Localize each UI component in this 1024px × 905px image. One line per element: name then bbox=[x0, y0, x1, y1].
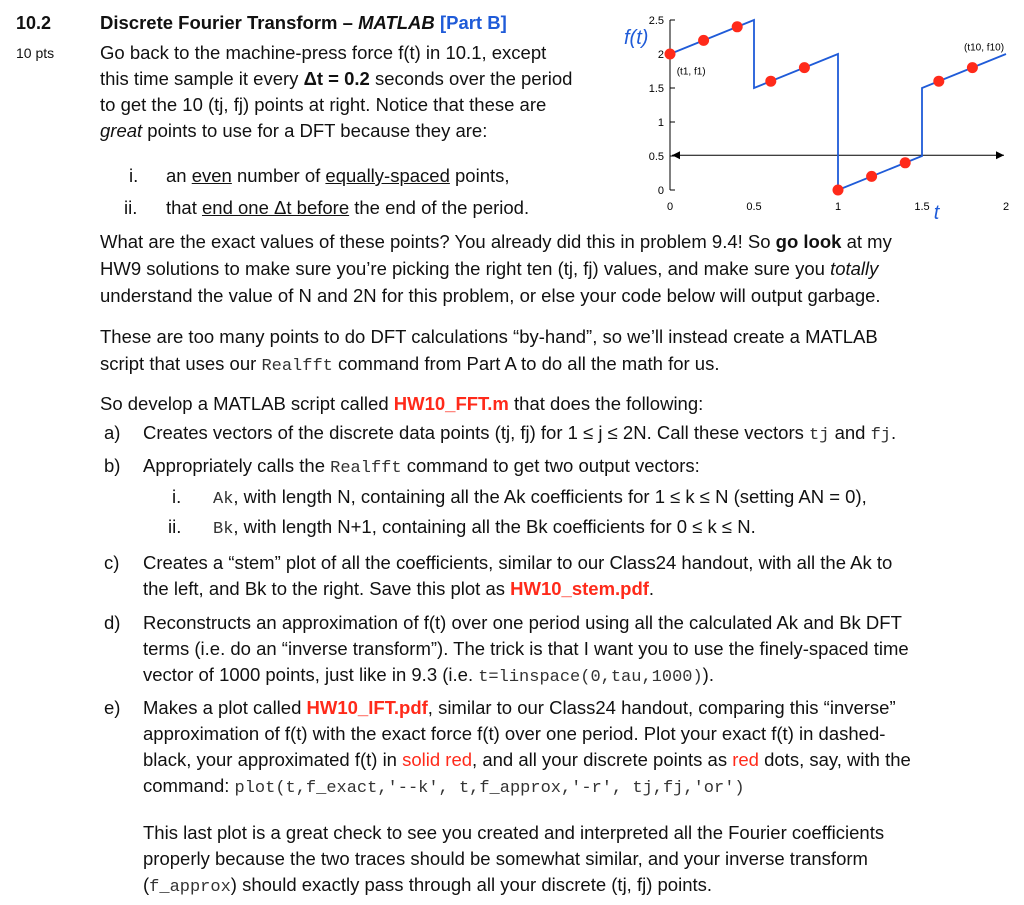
para2-l2b: Realfft bbox=[261, 357, 333, 376]
task-e-label: e) bbox=[104, 697, 121, 718]
intro-i-a: an bbox=[166, 165, 192, 186]
y-tick-label: 2 bbox=[657, 49, 664, 61]
task-a-3: and bbox=[829, 422, 871, 443]
label-first-point: (t1, f1) bbox=[676, 66, 706, 78]
task-c-line-1: Creates a “stem” plot of all the coefficients, similar to our Class24 handout, with all the Ak to bbox=[143, 552, 893, 573]
task-bi-label: i. bbox=[172, 486, 182, 507]
x-tick-label: 1 bbox=[834, 201, 842, 213]
intro-i-e: points, bbox=[449, 165, 510, 186]
data-point bbox=[765, 76, 776, 87]
intro-ii-c: the end of the period. bbox=[349, 197, 530, 218]
closing-line-3 bbox=[143, 874, 712, 899]
x-axis-label: t bbox=[933, 202, 940, 224]
x-tick-label: 0.5 bbox=[746, 201, 762, 213]
closing-l3c: ) should exactly pass through all your discrete (tj, fj) points. bbox=[230, 874, 713, 895]
plot-command: plot(t,f_exact,'--k', t,f_approx,'-r', tj,fj,'or') bbox=[234, 779, 745, 798]
title-part: [Part B] bbox=[439, 12, 507, 33]
task-e-line-3 bbox=[143, 749, 911, 771]
task-e-3d: red bbox=[732, 749, 759, 770]
y-tick-label: 0.5 bbox=[648, 151, 664, 163]
data-point bbox=[698, 35, 709, 46]
y-tick-label: 1.5 bbox=[648, 83, 664, 95]
task-a-4: fj bbox=[870, 426, 891, 445]
task-d-3a: vector of 1000 points, just like in 9.3 (i.e. bbox=[143, 664, 479, 685]
para1-l2a: HW9 solutions to make sure you’re picking the right ten (tj, fj) values, and make sure you bbox=[100, 258, 831, 279]
para1-l1b: go look bbox=[775, 231, 842, 252]
task-c-line-2 bbox=[143, 578, 654, 600]
para1-line-3: understand the value of N and 2N for this problem, or else your code below will output garbage. bbox=[100, 285, 881, 306]
task-b-3: command to get two output vectors: bbox=[401, 455, 700, 476]
intro-ii-label: ii. bbox=[124, 197, 138, 218]
task-a-1: Creates vectors of the discrete data points (tj, fj) for 1 ≤ j ≤ 2N. Call these vectors bbox=[143, 422, 810, 443]
para1-l1a: What are the exact values of these points? You already did this in problem 9.4! So bbox=[100, 231, 776, 252]
intro-ii-a: that bbox=[166, 197, 202, 218]
task-c-2c: . bbox=[648, 578, 655, 599]
para1-l1c: at my bbox=[841, 231, 892, 252]
task-e-3a: black, your approximated f(t) in bbox=[143, 749, 403, 770]
force-line bbox=[670, 20, 1006, 190]
tasks-intro-c: that does the following: bbox=[508, 393, 704, 414]
task-e-3e: dots, say, with the bbox=[758, 749, 911, 770]
tasks-intro-a: So develop a MATLAB script called bbox=[100, 393, 394, 414]
data-point bbox=[833, 185, 844, 196]
task-b-2: Realfft bbox=[330, 459, 402, 478]
intro-i-label: i. bbox=[129, 165, 139, 186]
stem-file-name: HW10_stem.pdf bbox=[510, 578, 649, 599]
intro-line-3: to get the 10 (tj, fj) points at right. Notice that these are bbox=[100, 94, 547, 115]
task-a-2: tj bbox=[809, 426, 830, 445]
data-point bbox=[799, 62, 810, 73]
task-e-1c: , similar to our Class24 handout, comparing this “inverse” bbox=[427, 697, 896, 718]
problem-title bbox=[100, 12, 507, 34]
task-d-line-2: terms (i.e. do an “inverse transform”). The trick is that I want you to use the finely-spaced time bbox=[143, 638, 909, 659]
ift-file-name: HW10_IFT.pdf bbox=[306, 697, 428, 718]
task-e-line-4 bbox=[143, 775, 745, 800]
task-c-2a: the left, and Bk to the right. Save this plot as bbox=[143, 578, 511, 599]
y-axis-label: f(t) bbox=[624, 27, 649, 49]
problem-points: 10 pts bbox=[16, 45, 55, 61]
problem-number: 10.2 bbox=[16, 13, 52, 33]
task-d-line-3 bbox=[143, 664, 714, 689]
x-tick-label: 2 bbox=[1002, 201, 1010, 213]
task-e-3b: solid red bbox=[402, 749, 473, 770]
task-bi-2: , with length N, containing all the Ak coefficients for 1 ≤ k ≤ N (setting AN = 0), bbox=[233, 486, 867, 507]
closing-l3b: f_approx bbox=[149, 878, 231, 897]
task-bii-2: , with length N+1, containing all the Bk coefficients for 0 ≤ k ≤ N. bbox=[233, 516, 756, 537]
task-a-5: . bbox=[891, 422, 897, 443]
data-point bbox=[933, 76, 944, 87]
para2-line-1: These are too many points to do DFT calculations “by-hand”, so we’ll instead create a MATLAB bbox=[100, 326, 878, 347]
task-e-line-1 bbox=[143, 697, 896, 719]
intro-l2b: Δt = 0.2 bbox=[303, 68, 370, 89]
closing-line-2: properly because the two traces should be somewhat similar, and your inverse transform bbox=[143, 848, 868, 869]
intro-i-c: number of bbox=[231, 165, 326, 186]
title-main: Discrete Fourier Transform – bbox=[100, 12, 359, 33]
intro-l2c: seconds over the period bbox=[369, 68, 573, 89]
closing-l3a: ( bbox=[143, 874, 150, 895]
task-bii-1: Bk bbox=[213, 520, 234, 539]
x-tick-label: 0 bbox=[666, 201, 674, 213]
task-b-label: b) bbox=[104, 455, 121, 476]
task-bi-text bbox=[213, 486, 867, 511]
data-point bbox=[967, 62, 978, 73]
task-c-label: c) bbox=[104, 552, 120, 573]
task-a-label: a) bbox=[104, 422, 121, 443]
intro-line-2 bbox=[100, 68, 572, 90]
task-d-label: d) bbox=[104, 612, 121, 633]
task-e-1a: Makes a plot called bbox=[143, 697, 307, 718]
script-name: HW10_FFT.m bbox=[393, 393, 509, 414]
task-a-text bbox=[143, 422, 896, 447]
intro-ii-text bbox=[166, 197, 529, 219]
x-tick-label: 1.5 bbox=[914, 201, 930, 213]
task-bi-1: Ak bbox=[213, 490, 234, 509]
title-matlab: MATLAB bbox=[358, 12, 435, 33]
data-point bbox=[732, 21, 743, 32]
task-d-line-1: Reconstructs an approximation of f(t) over one period using all the calculated Ak and Bk DFT bbox=[143, 612, 902, 633]
task-b-text bbox=[143, 455, 700, 480]
task-e-3c: , and all your discrete points as bbox=[472, 749, 733, 770]
intro-i-text bbox=[166, 165, 510, 187]
task-e-4a: command: bbox=[143, 775, 235, 796]
task-d-3b: t=linspace(0,tau,1000) bbox=[478, 668, 703, 687]
task-bii-text bbox=[213, 516, 756, 541]
data-point bbox=[900, 157, 911, 168]
data-point bbox=[665, 49, 676, 60]
para2-l2c: command from Part A to do all the math for us. bbox=[332, 353, 720, 374]
data-point bbox=[866, 171, 877, 182]
para1-l2b: totally bbox=[830, 258, 879, 279]
intro-ii-b: end one Δt before bbox=[202, 197, 350, 218]
task-e-line-2: approximation of f(t) with the exact force f(t) over one period. Plot your exact f(t) in dashed- bbox=[143, 723, 886, 744]
closing-line-1: This last plot is a great check to see you created and interpreted all the Fourier coefficients bbox=[143, 822, 885, 843]
period-arrow-head-left bbox=[672, 151, 680, 159]
intro-i-b: even bbox=[191, 165, 232, 186]
tasks-intro bbox=[100, 393, 703, 415]
intro-l2a: this time sample it every bbox=[100, 68, 304, 89]
y-tick-label: 2.5 bbox=[648, 15, 664, 27]
intro-line-4 bbox=[100, 120, 487, 142]
para1-line-2 bbox=[100, 258, 878, 280]
para2-l2a: script that uses our bbox=[100, 353, 262, 374]
label-last-point: (t10, f10) bbox=[964, 42, 1005, 54]
task-d-3c: ). bbox=[702, 664, 714, 685]
intro-l4a: great bbox=[100, 120, 143, 141]
task-bii-label: ii. bbox=[168, 516, 182, 537]
period-arrow-head-right bbox=[996, 151, 1004, 159]
y-tick-label: 1 bbox=[657, 117, 664, 129]
para1-line-1 bbox=[100, 231, 892, 253]
intro-i-d: equally-spaced bbox=[325, 165, 450, 186]
y-tick-label: 0 bbox=[657, 185, 664, 197]
force-chart bbox=[600, 0, 1024, 230]
intro-l4b: points to use for a DFT because they are: bbox=[142, 120, 488, 141]
para2-line-2 bbox=[100, 353, 719, 378]
task-b-1: Appropriately calls the bbox=[143, 455, 331, 476]
intro-line-1: Go back to the machine-press force f(t) in 10.1, except bbox=[100, 42, 547, 63]
